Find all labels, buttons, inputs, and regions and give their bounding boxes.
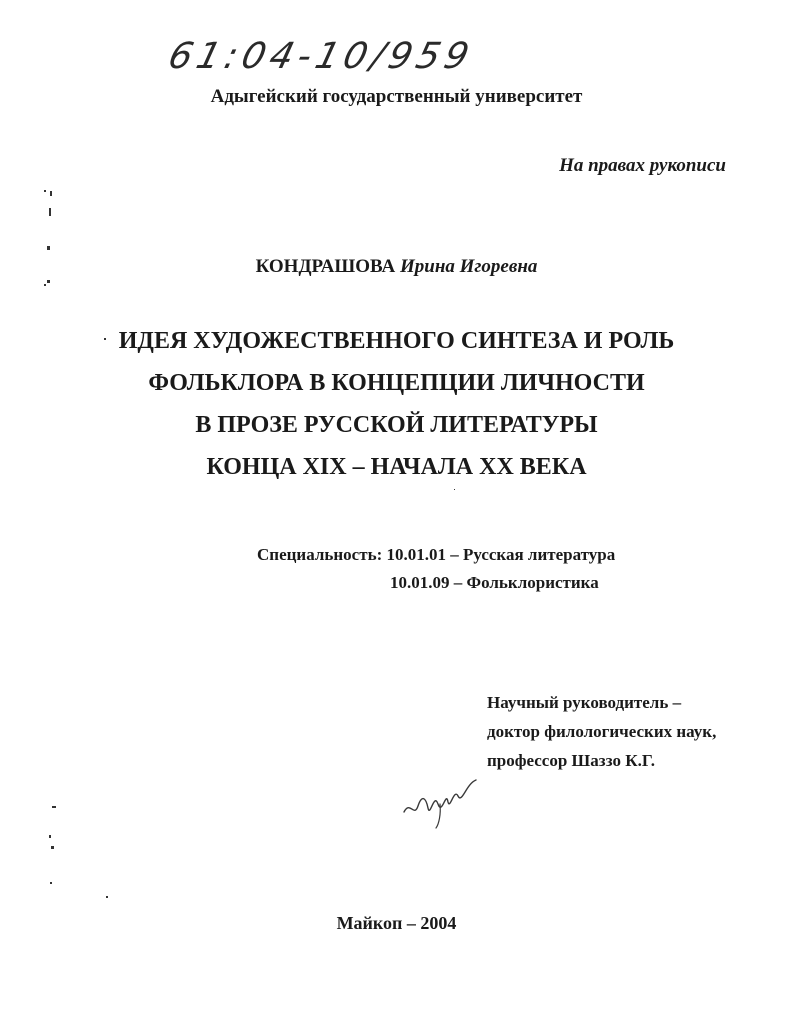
- city-year: Майкоп – 2004: [336, 913, 457, 933]
- scientific-advisor: [487, 688, 716, 775]
- specialty-row: [257, 541, 615, 569]
- author-given-names: Ирина Игоревна: [400, 256, 538, 277]
- advisor-line: Научный руководитель –: [487, 693, 682, 712]
- specialty-code: 10.01.01: [386, 545, 446, 564]
- specialty-label: Специальность:: [257, 545, 383, 564]
- specialty-block: [257, 541, 615, 597]
- author-surname: КОНДРАШОВА: [255, 256, 396, 277]
- advisor-line: профессор Шаззо К.Г.: [487, 751, 655, 770]
- university-name: Адыгейский государственный университет: [210, 86, 583, 107]
- advisor-line: доктор филологических наук,: [487, 722, 717, 741]
- title-line: ИДЕЯ ХУДОЖЕСТВЕННОГО СИНТЕЗА И РОЛЬ: [118, 328, 675, 354]
- title-line: В ПРОЗЕ РУССКОЙ ЛИТЕРАТУРЫ: [195, 412, 598, 438]
- archive-code: 61:04-10/959: [164, 34, 479, 77]
- signature-scribble: [400, 770, 480, 830]
- author-name: [0, 256, 793, 278]
- specialty-name: – Фольклористика: [453, 573, 599, 592]
- rights-note: На правах рукописи: [559, 155, 726, 176]
- specialty-name: – Русская литература: [450, 545, 616, 564]
- specialty-row: [257, 569, 615, 597]
- specialty-code: 10.01.09: [390, 573, 450, 592]
- title-line: ФОЛЬКЛОРА В КОНЦЕПЦИИ ЛИЧНОСТИ: [148, 370, 645, 396]
- dissertation-title: [0, 320, 793, 488]
- title-line: КОНЦА XIX – НАЧАЛА XX ВЕКА: [206, 454, 587, 480]
